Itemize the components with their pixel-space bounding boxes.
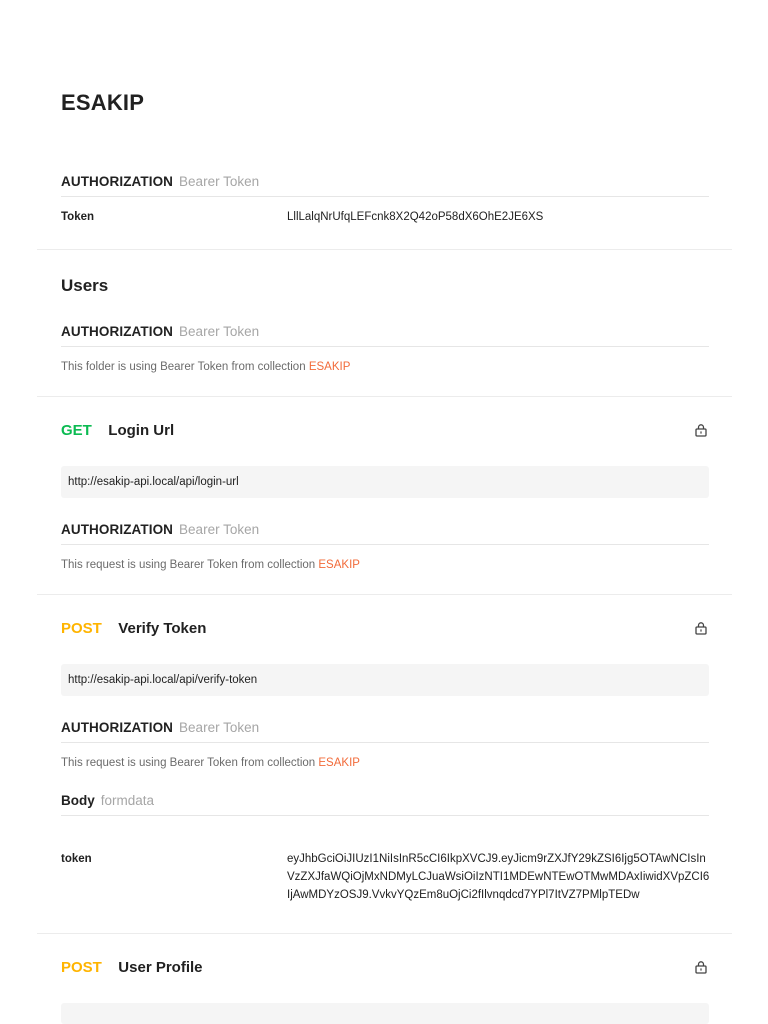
section-divider bbox=[37, 249, 732, 250]
lock-icon[interactable] bbox=[694, 621, 708, 635]
request-name: Verify Token bbox=[118, 620, 207, 637]
authorization-type: Bearer Token bbox=[179, 522, 260, 537]
request-body-row bbox=[61, 793, 709, 816]
authorization-label: AUTHORIZATION bbox=[61, 720, 174, 735]
collection-link[interactable]: ESAKIP bbox=[318, 559, 360, 571]
folder-authorization-row bbox=[61, 324, 709, 347]
method-badge: POST bbox=[61, 959, 102, 976]
folder-auth-note bbox=[61, 361, 350, 373]
section-divider bbox=[37, 594, 732, 595]
request-header-login-url[interactable] bbox=[61, 422, 174, 440]
lock-icon[interactable] bbox=[694, 960, 708, 974]
body-param-value: eyJhbGciOiJIUzI1NiIsInR5cCI6IkpXVCJ9.eyJicm9rZXJfY29kZSI6Ijg5OTAwNCIsInVzZXJfaWQiOjMxNDMyLCJuaWsiOiIzNTI1MDEwNTEwOTMwMDAxIiwidXVpZCI6IjAwMDYzOSJ9.VvkvYQzEm8uOjCi2fIlvnqdcd7YPl7ItVZ7PMlpTEDw bbox=[287, 853, 710, 901]
authorization-type: Bearer Token bbox=[179, 324, 260, 339]
lock-icon[interactable] bbox=[694, 423, 708, 437]
method-badge: POST bbox=[61, 620, 102, 637]
request-auth-note bbox=[61, 757, 360, 769]
request-url-box[interactable] bbox=[61, 664, 709, 696]
authorization-label: AUTHORIZATION bbox=[61, 522, 174, 537]
folder-title: Users bbox=[61, 276, 109, 295]
token-key: Token bbox=[61, 211, 95, 223]
authorization-type: Bearer Token bbox=[179, 174, 260, 189]
collection-link[interactable]: ESAKIP bbox=[308, 361, 351, 373]
note-text: This request is using Bearer Token from collection bbox=[61, 559, 316, 571]
request-url: http://esakip-api.local/api/login-url bbox=[68, 476, 239, 488]
request-authorization-row bbox=[61, 522, 709, 545]
request-header-verify-token[interactable] bbox=[61, 620, 206, 638]
authorization-label: AUTHORIZATION bbox=[61, 174, 174, 189]
body-type: formdata bbox=[100, 793, 155, 808]
section-divider bbox=[37, 396, 732, 397]
authorization-label: AUTHORIZATION bbox=[61, 324, 174, 339]
request-name: Login Url bbox=[108, 422, 175, 439]
request-auth-note bbox=[61, 559, 360, 571]
request-header-user-profile[interactable] bbox=[61, 959, 203, 977]
collection-link[interactable]: ESAKIP bbox=[318, 757, 360, 769]
collection-authorization-row bbox=[61, 174, 709, 197]
token-value: LllLalqNrUfqLEFcnk8X2Q42oP58dX6OhE2JE6XS bbox=[287, 211, 544, 223]
request-name: User Profile bbox=[118, 959, 203, 976]
note-text: This folder is using Bearer Token from collection bbox=[61, 361, 306, 373]
section-divider bbox=[37, 933, 732, 934]
request-url-box[interactable] bbox=[61, 1003, 709, 1024]
authorization-type: Bearer Token bbox=[179, 720, 260, 735]
request-url: http://esakip-api.local/api/verify-token bbox=[68, 674, 258, 686]
body-param-key: token bbox=[61, 853, 92, 865]
request-authorization-row bbox=[61, 720, 709, 743]
method-badge: GET bbox=[61, 422, 92, 439]
body-label: Body bbox=[61, 793, 95, 808]
note-text: This request is using Bearer Token from collection bbox=[61, 757, 316, 769]
request-url-box[interactable] bbox=[61, 466, 709, 498]
collection-title: ESAKIP bbox=[61, 90, 145, 115]
